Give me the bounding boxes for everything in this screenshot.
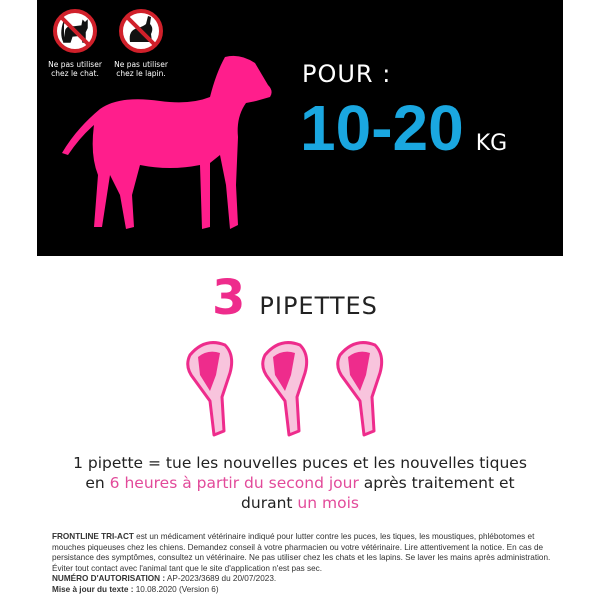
weight-unit: KG: [475, 131, 508, 156]
pipette-count-row: [212, 270, 378, 326]
dog-silhouette-icon: [60, 45, 280, 245]
weight-row: [300, 92, 507, 164]
benefit-line-1: 1 pipette = tue les nouvelles puces et les nouvelles tiques: [73, 454, 527, 472]
benefit-line-2: en 6 heures à partir du second jour après traitement et: [85, 474, 515, 492]
weight-range: 10-20: [300, 92, 464, 164]
pipettes-illustration: [180, 335, 420, 445]
pipette-label: PIPETTES: [259, 292, 378, 320]
no-cat-label: Ne pas utiliser chez le chat.: [48, 60, 102, 78]
legal-notice: FRONTLINE TRI-ACT est un médicament vétérinaire indiqué pour lutter contre les puces, les tiques, les moustiques, phlébotomes et mouches piqueuses chez les chiens. Demandez conseil à votre pharmacien ou votre vétérinaire. Lire attentivement la notice. En cas de persistance des symptômes, consultez un vétérinaire. Ne pas utiliser chez les chats et les lapins. Se laver les mains après administration. Éviter tout contact avec l'animal tant que le site d'application n'est pas sec. NUMÉRO D'AUTORISATION : AP-2023/3689 du 20/07/2023. Mise à jour du texte : 10.08.2020 (Version 6): [52, 532, 551, 594]
no-rabbit-label: Ne pas utiliser chez le lapin.: [114, 60, 168, 78]
pipette-count: 3: [212, 270, 246, 326]
weight-prefix: POUR :: [302, 60, 392, 88]
benefit-line-3: durant un mois: [241, 494, 359, 512]
